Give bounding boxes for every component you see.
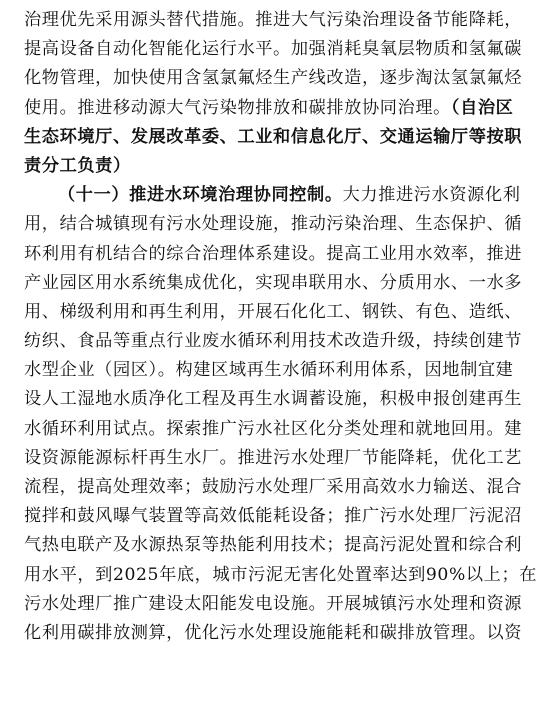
text-line-2: 提高设备自动化智能化运行水平。加强消耗臭氧层物质和氢氟碳 [24,39,523,60]
section-line: 化利用碳排放测算，优化污水处理设施能耗和碳排放管理。以资 [24,622,523,643]
text-line-4 [24,94,514,123]
section-line: 用、梯级利用和再生利用，开展石化化工、钢铁、有色、造纸、 [24,301,523,322]
section-line: 气热电联产及水源热泵等热能利用技术；提高污泥处置和综合利 [24,535,523,556]
section-line: 设人工湿地水质净化工程及再生水调蓄设施，积极申报创建再生 [24,389,523,410]
section-line: 水循环利用试点。探索推广污水社区化分类处理和就地回用。建 [24,418,523,439]
section-line: 水型企业（园区）。构建区域再生水循环利用体系，因地制宜建 [24,360,514,381]
section-line: 环利用有机结合的综合治理体系建设。提高工业用水效率，推进 [24,243,523,264]
responsibility-note-start: （自治区 [450,97,514,118]
section-line: 污水处理厂推广建设太阳能发电设施。开展城镇污水处理和资源 [24,593,523,614]
responsibility-note-line-2: 责分工负责） [24,155,131,176]
text-line-3: 化物管理，加快使用含氢氯氟烃生产线改造，逐步淘汰氢氯氟烃 [24,68,523,89]
section-line: 设资源能源标杆再生水厂。推进污水处理厂节能降耗，优化工艺 [24,447,523,468]
text-line-4-body: 使用。推进移动源大气污染物排放和碳排放协同治理。 [24,97,451,118]
section-first-tail: 大力推进污水资源化利 [342,185,521,206]
section-line: 产业园区用水系统集成优化，实现串联用水、分质用水、一水多 [24,272,523,293]
section-line: 纺织、食品等重点行业废水循环利用技术改造升级，持续创建节 [24,331,523,352]
section-heading: （十一）推进水环境治理协同控制。 [58,185,343,206]
responsibility-note-line-1: 生态环境厅、发展改革委、工业和信息化厅、交通运输厅等按职 [24,126,523,147]
section-line: 用水平，到2025年底，城市污泥无害化处置率达到90%以上；在 [24,564,537,585]
section-line: 用，结合城镇现有污水处理设施，推动污染治理、生态保护、循 [24,214,523,235]
section-first-line [24,181,521,210]
section-line: 搅拌和鼓风曝气装置等高效低能耗设备；推广污水处理厂污泥沼 [24,506,523,527]
section-line: 流程，提高处理效率；鼓励污水处理厂采用高效水力输送、混合 [24,477,523,497]
text-line-1: 治理优先采用源头替代措施。推进大气污染治理设备节能降耗， [24,10,523,30]
